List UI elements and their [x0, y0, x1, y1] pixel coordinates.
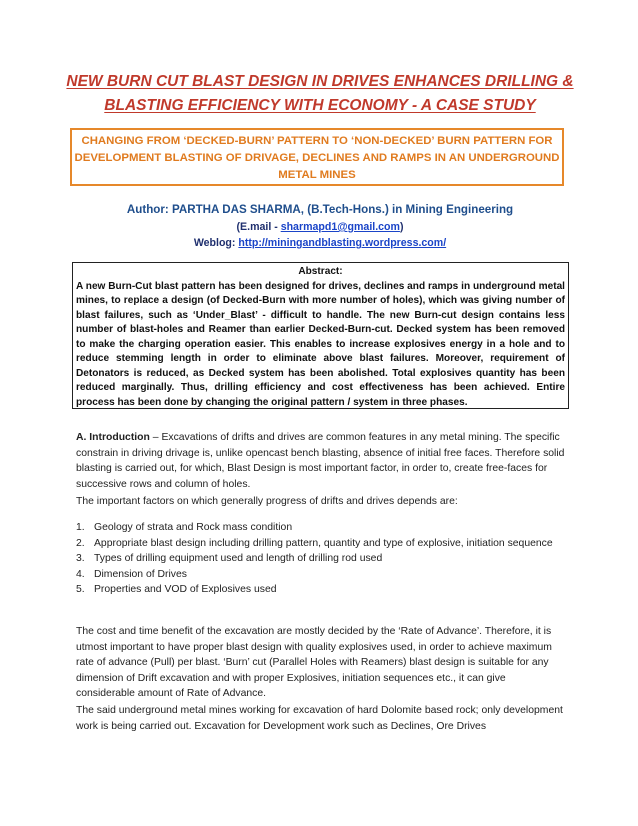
introduction-paragraph [76, 430, 566, 492]
cost-paragraph: The cost and time benefit of the excavation are mostly decided by the ‘Rate of Advance’. Therefore, it is utmost important to have proper blast design with quality explosives used, in order to achieve maximum rate of advance (Pull) per blast. ‘Burn’ cut (Parallel Holes with Reamers) blast design is suitable for any dimension of Drift excavation and with proper Explosives, initiation sequences etc., it can give considerable amount of Rate of Advance. [76, 626, 552, 699]
list-item-text: Types of drilling equipment used and length of drilling rod used [94, 553, 383, 564]
email-suffix: ) [399, 221, 404, 233]
list-item [76, 551, 566, 567]
list-item-text: Properties and VOD of Explosives used [94, 584, 277, 595]
introduction-label: A. Introduction [76, 432, 150, 443]
document-title: NEW BURN CUT BLAST DESIGN IN DRIVES ENHANCES DRILLING & BLASTING EFFICIENCY WITH ECONOMY - A CASE STUDY [66, 73, 574, 114]
list-item [76, 520, 566, 536]
author-line: Author: PARTHA DAS SHARMA, (B.Tech-Hons.) in Mining Engineering [126, 203, 514, 216]
weblog-line [60, 237, 580, 249]
abstract-heading: Abstract: [298, 266, 343, 277]
list-item-text: Geology of strata and Rock mass condition [94, 522, 293, 533]
document-subtitle: CHANGING FROM ‘DECKED-BURN’ PATTERN TO ‘NON-DECKED’ BURN PATTERN FOR DEVELOPMENT BLASTING OF DRIVAGE, DECLINES AND RAMPS IN AN UNDERGROUND METAL MINES [70, 128, 564, 186]
weblog-link[interactable]: http://miningandblasting.wordpress.com/ [238, 237, 447, 249]
factors-lead: The important factors on which generally progress of drifts and drives depends are: [76, 496, 458, 507]
email-line [60, 221, 580, 233]
abstract-box [72, 262, 569, 409]
mines-paragraph: The said underground metal mines working for excavation of hard Dolomite based rock; only development work is being carried out. Excavation for Development work such as Declines, Ore Drives [76, 705, 563, 732]
factors-list [76, 520, 566, 598]
list-item-number: 3. [76, 553, 85, 564]
list-item-text: Dimension of Drives [94, 568, 187, 580]
list-item [76, 567, 566, 583]
email-prefix: (E.mail - [236, 221, 281, 233]
list-item-number: 2. [76, 537, 85, 549]
abstract-text: A new Burn-Cut blast pattern has been designed for drives, declines and ramps in underground metal mines, to replace a design (of Decked-Burn with more number of holes), which was giving number of blast failures, such as ‘Under_Blast’ - difficult to handle. The new Burn-cut design contains less number of blast-holes and Reamer than earlier Decked-Burn-cut. Decked system has been removed to make the charging operation easier. This enables to increase explosives energy in a hole and to reduce stemming length in order to eliminate above blast failures. Moreover, requirement of Detonators is reduced, as Decked system has been abolished. Total explosives quantity has been reduced marginally. Thus, drilling efficiency and cost effectiveness has been achieved. Entire process has been done by changing the original pattern / system in three phases. [76, 280, 565, 408]
list-item-text: Appropriate blast design including drilling pattern, quantity and type of explosive, initiation sequence [94, 537, 553, 549]
introduction-text: – Excavations of drifts and drives are common features in any metal mining. The specific constrain in driving drivage is, unlike opencast bench blasting, absence of initial free faces. Therefore solid blasting is carried out, for which, Blast Design is most important factor, in order to, create free-faces for successive rows and column of holes. [76, 432, 565, 490]
weblog-prefix: Weblog: [193, 237, 239, 249]
list-item-number: 1. [76, 522, 85, 533]
list-item [76, 582, 566, 598]
list-item [76, 536, 566, 552]
list-item-number: 5. [76, 584, 85, 595]
email-link[interactable]: sharmapd1@gmail.com [280, 221, 400, 233]
list-item-number: 4. [76, 568, 85, 580]
